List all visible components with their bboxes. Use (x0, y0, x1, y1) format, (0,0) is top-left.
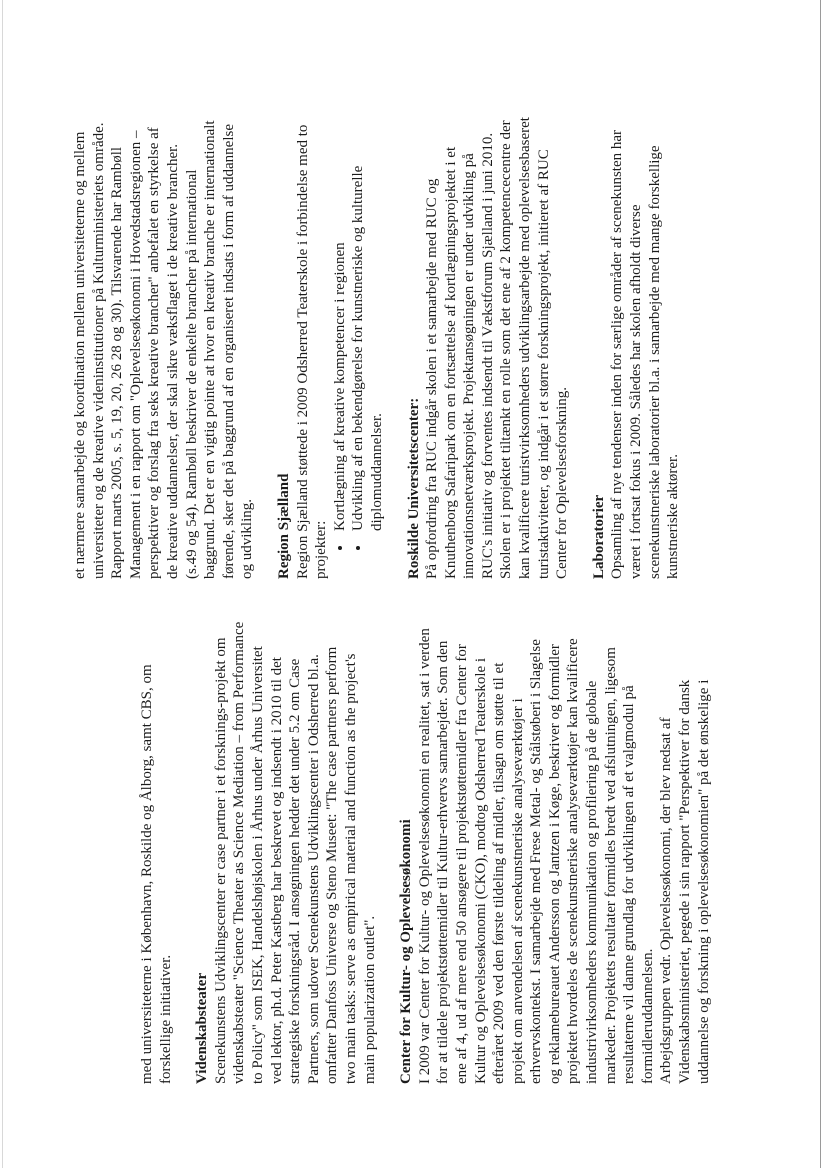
laboratorier-paragraph: Opsamling af nye tendenser inden for særlige områder af scenekunsten har været i fortsat fokus i 2009. Således har skolen afholdt diverse scenekunstneriske laboratorier bl.a. i samarbejde med mange forskellige kunstneriske aktører. (609, 129, 682, 579)
right-intro-paragraph: et nærmere samarbejde og koordination mellem universiteterne og mellem universiteter og de kreative videninstitutioner på Kulturministeriets område. Rapport marts 2005, s. 5, 19, 20, 26 28 og 30). Tilsvarende har Rambøll Management i en rapport om "Oplevelsesøkonomi i Hovedstadsregionen – perspektiver og forslag fra seks kreative brancher" anbefalet en styrkelse af de kreative uddannelser, der skal sikre væksflaget i de kreative brancher. (s.49 og 54). Rambøll beskriver de enkelte brancher på international baggrund. Det er en vigtig pointe at hvor en kreativ branche er internationalt førende, sker det på baggrund af en organiseret indsats i form af uddannelse og udvikling. (72, 120, 256, 579)
ruc-paragraph: På opfordring fra RUC indgår skolen i et samarbejde med RUC og Knuthenborg Safaripark om en fortsættelse af kortlægningsprojektet i et innovationsnetværksprojekt. Projektansøgningen er under udvikling på RUC's initiativ og forventes indsendt til Vækstforum Sjælland i juni 2010. Skolen er i projektet tiltænkt en rolle som det ene af 2 kompetencecentre der kan kvalificere turistvirksomheders udviklingsarbejde med oplevelsesbaseret turistaktiviteter, og indgår i et større forskningsprojekt, initieret af RUC Center for Oplevelsesforskning. (424, 117, 571, 579)
center-kultur-paragraph: I 2009 var Center for Kultur- og Oplevelsesøkonomi en realitet, sat i verden for at tildele projektstøttemidler til Kultur-erhvervs samarbejder. Som den ene af 4, ud af mere end 50 ansøgere til projektstøttemidler fra Center for Kultur og Oplevelsesøkonomi (CKO), modtog Odsherred Teaterskole i efteråret 2009 ved den første tildeling af midler, tilsagn om støtte til et projekt om anvendelsen af scenekunstneriske analyseværktøjer i erhvervskontekst. I samarbejde med Frese Metal- og Stålstøberi i Slagelse og reklamebureauet Andersson og Jantzen i Køge, beskriver og formidler projektet hvordeles de scenekunstneriske analyseværktøjer kan kvalificere industrivirksomheders kommunikation og profilering på de globale markeder. Projektets resultater formidles bredt ved afslutningen, ligesom resultaterne vil danne grundlag for udviklingen af et valgmodul på formidleruddannelsen. (416, 628, 656, 1084)
center-kultur-heading: Center for Kultur- og Oplevelsesøkonomi (398, 819, 415, 1084)
arbejdsgruppen-paragraph: Arbejdsgruppen vedr. Oplevelsesøkonomi, der blev nedsat af Videnskabsministeriet, pegede i sin rapport "Perspektiver for dansk uddannelse og forskning i oplevelsesøkonomien" på det ønskelige i (658, 679, 712, 1084)
region-sjaelland-paragraph: Region Sjælland støttede i 2009 Odsherred Teaterskole i forbindelse med to projekter: (294, 124, 330, 579)
region-bullet-item: • Udvikling af en bekendgørelse for kunstneriske og kulturelle diplomuddannelser. (349, 116, 386, 535)
right-column (71, 116, 683, 579)
region-bullet-item: • Kortlægning af kreative kompetencer i regionen (331, 116, 350, 535)
region-sjaelland-heading: Region Sjælland (275, 473, 292, 579)
ruc-heading: Roskilde Universitetscenter: (405, 397, 422, 579)
videnskabsteater-heading: Videnskabsteater (194, 972, 211, 1084)
region-bullet-list (331, 116, 387, 579)
laboratorier-heading: Laboratorier (590, 494, 607, 579)
left-column (138, 621, 713, 1084)
videnskabsteater-paragraph: Scenekunstens Udviklingscenter er case partner i et forsknings-projekt om videnskabsteater "Science Theater as Science Mediation – from Performance to Policy" som ISEK, Handelshøjskolen i Århus under Århus Universitet ved lektor, ph.d. Peter Kastberg har beskrevet og indsendt i 2010 til det strategiske forskningsråd. I ansøgningen hedder det under 5.2 om Case Partners, som udover Scenekunstens Udviklingscenter i Odsherred bl.a. omfatter Danfoss Universe og Steno Museet: "The case partners perform two main tasks: serve as empirical material and function as the project's main popularization outlet". (212, 621, 378, 1084)
left-intro-paragraph: med universiteterne i København, Roskilde og Ålborg, samt CBS, om forskellige initiativer. (139, 664, 174, 1084)
